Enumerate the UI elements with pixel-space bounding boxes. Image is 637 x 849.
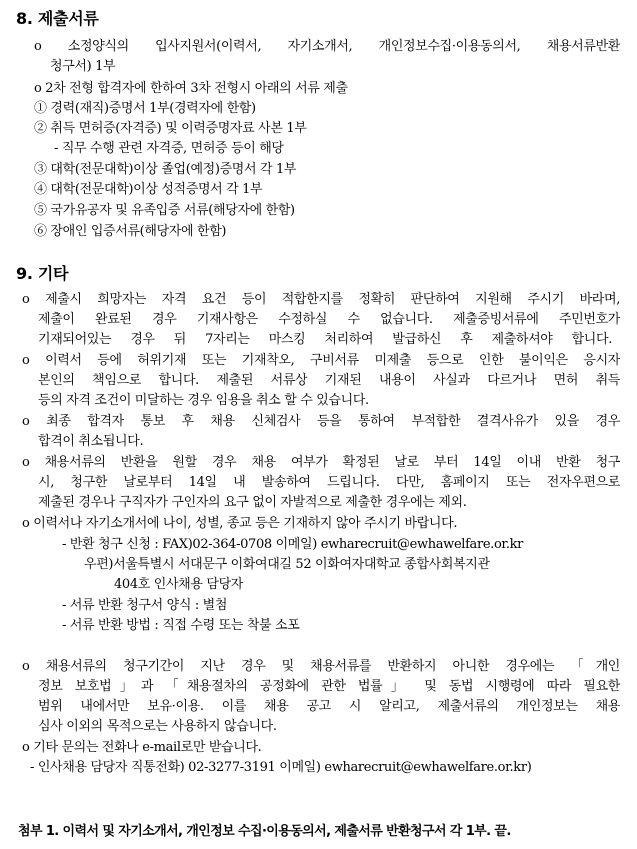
section-9-line: o 기타 문의는 전화나 e-mail로만 받습니다. <box>22 740 262 755</box>
section-9-line: o 제출시 희망자는 자격 요건 등이 적합한지를 정확히 판단하여 지원해 주시기 바라며, <box>22 292 620 307</box>
section-9-line: 심사 이외의 목적으로는 사용하지 않습니다. <box>38 719 277 734</box>
section-9-line: 우편)서울특별시 서대문구 이화여대길 52 이화여자대학교 종합사회복지관 <box>84 557 490 572</box>
section-8-line: ⑥ 장애인 입증서류(해당자에 한함) <box>34 224 227 239</box>
section-9-line: - 인사채용 담당자 직통전화) 02-3277-3191 이메일) ewharecruit@ewhawelfare.or.kr) <box>30 760 532 775</box>
section-9-line: 시, 청구한 날로부터 14일 내 발송하여 드립니다. 다만, 홈페이지 또는 전자우편으로 <box>38 475 620 490</box>
section-9-line: 제출이 완료된 경우 기재사항은 수정하실 수 없습니다. 제출증빙서류에 주민번호가 <box>38 312 620 327</box>
section-8-line: ④ 대학(전문대학)이상 성적증명서 각 1부 <box>34 182 263 197</box>
section-8-line: o 2차 전형 합격자에 한하여 3차 전형시 아래의 서류 제출 <box>34 81 348 96</box>
section-8-heading: 8. 제출서류 <box>16 9 99 28</box>
section-9-line: o 채용서류의 반환을 원할 경우 채용 여부가 확정된 날로 부터 14일 이내 반환 청구 <box>22 455 620 470</box>
section-8-line: ⑤ 국가유공자 및 유족입증 서류(해당자에 한함) <box>34 203 295 218</box>
section-9-line: - 반환 청구 신청 : FAX)02-364-0708 이메일) ewharecruit@ewhawelfare.or.kr <box>62 537 524 552</box>
section-8-line: ① 경력(재직)증명서 1부(경력자에 한함) <box>34 101 256 116</box>
section-9-line: 정보 보호법」과 「채용절차의 공정화에 관한 법률」 및 동법 시행령에 따라 필요한 <box>38 679 620 694</box>
section-9-line: - 서류 반환 청구서 양식 : 별첨 <box>62 598 228 613</box>
section-8-line: ③ 대학(전문대학)이상 졸업(예정)증명서 각 1부 <box>34 162 297 177</box>
section-9-line: o 최종 합격자 통보 후 채용 신체검사 등을 통하여 부적합한 결격사유가 있을 경우 <box>22 414 620 429</box>
section-9-line: 기재되어있는 경우 뒤 7자리는 마스킹 처리하여 발급하신 후 제출하셔야 합니다. <box>38 332 612 347</box>
section-9-line: 등의 자격 조건이 미달하는 경우 임용을 취소 할 수 있습니다. <box>38 393 369 408</box>
section-9-line: - 서류 반환 방법 : 직접 수령 또는 착불 소포 <box>62 618 300 633</box>
section-9-line: 본인의 책임으로 합니다. 제출된 서류상 기재된 내용이 사실과 다르거나 면허 취득 <box>38 373 620 388</box>
section-9-line: o 이력서 등에 허위기재 또는 기재착오, 구비서류 미제출 등으로 인한 불이익은 응시자 <box>22 353 620 368</box>
section-8-line: ② 취득 면허증(자격증) 및 이력증명자료 사본 1부 <box>34 121 307 136</box>
section-8-line: 청구서) 1부 <box>50 59 116 74</box>
section-8-line: - 직무 수행 관련 자격증, 면허증 등이 해당 <box>54 141 284 156</box>
section-9-heading: 9. 기타 <box>16 264 69 283</box>
section-9-line: 합격이 취소됩니다. <box>38 434 144 449</box>
section-9-line: o 이력서나 자기소개서에 나이, 성별, 종교 등은 기재하지 않아 주시기 바랍니다. <box>22 516 458 531</box>
section-9-line: 제출된 경우나 구직자가 구인자의 요구 없이 자발적으로 제출한 경우에는 제외. <box>38 495 467 510</box>
attachment-note: 첨부 1. 이력서 및 자기소개서, 개인정보 수집·이용동의서, 제출서류 반환청구서 각 1부. 끝. <box>18 824 511 839</box>
section-9-line: 404호 인사채용 담당자 <box>114 577 243 592</box>
section-9-line: 범위 내에서만 보유·이용. 이를 채용 공고 시 알리고, 제출서류의 개인정보는 채용 <box>38 699 620 714</box>
section-9-line: o 채용서류의 청구기간이 지난 경우 및 채용서류를 반환하지 아니한 경우에는 「개인 <box>22 659 620 674</box>
section-8-line: o 소정양식의 입사지원서(이력서, 자기소개서, 개인정보수집·이용동의서, 채용서류반환 <box>34 39 620 54</box>
